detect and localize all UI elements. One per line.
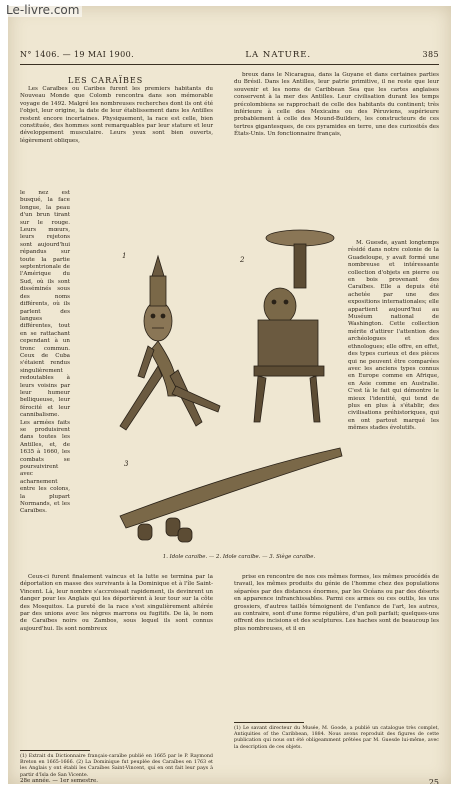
- page-footer: [20, 778, 439, 784]
- left-column-bottom: [20, 574, 213, 633]
- figure-caption: 1. Idole caraïbe. — 2. Idole caraïbe. — 3. Siège caraïbe.: [162, 554, 316, 560]
- journal-title: LA NATURE.: [245, 50, 312, 60]
- footnote-rule-left: [20, 750, 90, 751]
- header-page-number: 385: [422, 50, 439, 59]
- seat-3-drawing: [120, 448, 342, 542]
- article-title: LES CARAÏBES: [68, 76, 144, 85]
- idol-1-drawing: [120, 256, 220, 430]
- watermark: Le-livre.com: [3, 3, 82, 17]
- header-rule: [20, 64, 439, 65]
- document-page: [8, 6, 451, 784]
- left-bottom-paragraph: Ceux-ci furent finalement vaincus et la lutte se termina par la déportation en masse des survivants à la Dominique et à l'île Saint-Vincent. Là, leur nombre s'accroissait rapidement, ils devinrent un danger pour les Anglais qui les déportèrent à leur tour sur la côte des Mosquitos. La pureté de la race s'est singulièrement altérée par des unions avec les nègres marrons ou fugitifs. De là, le nom de Caraïbes noirs ou Zambos, sous lequel ils sont connus aujourd'hui. Ils sont nombreux: [20, 574, 213, 632]
- footer-page-number: 25: [428, 778, 439, 784]
- volume-info: 28e année. — 1er semestre.: [20, 778, 98, 784]
- left-wrap-text: le nez est busqué, la face longue, la peau d'un brun tirant sur le rouge. Leurs mœurs, leurs rejetons sont aujourd'hui répandus sur toute la partie septentrionale de l'Amérique du Sud, où ils sont disséminés sous des noms différents, où ils parlent des langues différentes, tout en se rattachant cependant à un tronc commun. Ceux de Cuba s'étaient rendus singulièrement redoutables à leurs voisins par leur humeur belliqueuse, leur férocité et leur cannibalisme. Les armées faits se produisirent dans toutes les Antilles, et, de 1635 à 1660, les combats se poursuivirent avec acharnement entre les colons, la plupart Normands, et les Caraïbes.: [20, 190, 70, 515]
- issue-info: N° 1406. — 19 MAI 1900.: [20, 50, 135, 59]
- figure-illustration: [108, 216, 344, 568]
- running-header: [20, 50, 439, 62]
- idol-2-drawing: [254, 230, 334, 422]
- figure-label-3: 3: [124, 460, 129, 468]
- figure-label-2: 2: [240, 256, 245, 264]
- right-bottom-paragraph: prise en rencontre de nos ces mêmes formes, les mêmes procédés de travail, les mêmes produits du génie de l'homme chez des populations séparées par des distances énormes, par les Océans ou par des déserts en apparence infranchissables. Parmi ces armes ou ces outils, les uns grossiers, d'autres taillés témoignent de l'enfance de l'art, les autres, au contraire, sont d'une forme régulière, d'un poli parfait; quelques-uns offrent des incisions et des sculptures. Les haches sont de beaucoup les plus nombreuses, et il en: [234, 574, 439, 632]
- right-narrow-column: [348, 240, 439, 433]
- footnote-left: (1) Extrait du Dictionnaire français-caraïbe publié en 1665 par le P. Raymond Breton en 1665-1666. (2) La Dominique fut peuplée des Caraïbes en 1763 et les Anglais y ont établi les Caraïbes Saint-Vincent, qui en ont fait leur pays à partir d'Isla de San Vicente.: [20, 754, 213, 778]
- collection-paragraph: M. Guesde, ayant longtemps résidé dans notre colonie de la Guadeloupe, y avait formé une nombreuse et intéressante collection d'objets en pierre ou en bois provenant des Caraïbes. Elle a depuis été achetée par une des expositions internationales; elle appartient aujourd'hui au Muséum national de Washington. Cette collection mérite d'attirer l'attention des archéologues et des ethnologues; elle offre, en effet, des types curieux et des pièces qui ne peuvent être comparées avec les anciens types connus en Europe comme en Afrique, en Asie comme en Australie. C'est là le fait qui démontre le mieux l'identité, qui tend de plus en plus à s'établir, des civilisations préhistoriques, qui en ont partout marqué les mêmes stades évolutifs.: [348, 240, 439, 432]
- figure-label-1: 1: [122, 252, 127, 260]
- footnote-rule-right: [234, 722, 304, 723]
- artifacts-engraving: [108, 216, 344, 568]
- footnote-right: (1) Le savant directeur du Musée, M. Goode, a publié un catalogue très complet, Antiquities of the Caribbean, 1884. Nous avons reproduit des figures de cette publication qui nous ont été obligeamment prêtées par M. Guesde lui-même, avec la description de ces objets.: [234, 726, 439, 750]
- left-column-intro: [20, 86, 213, 145]
- right-column-top: [234, 72, 439, 139]
- right-column-bottom: [234, 574, 439, 633]
- right-top-paragraph: breux dans le Nicaragua, dans la Guyane et dans certaines parties du Brésil. Dans les Antilles, leur patrie primitive, il ne reste que leur souvenir et les noms de Caribbean Sea que les cartes anglaises conservent à la mer des Antilles. Leur civilisation durant les temps précolombiens se rapprochait de celle des habitants du continent; très inférieure à celle des Mexicains ou des Péruviens, supérieure probablement à celle des Mound-Builders, les constructeurs de ces tertres gigantesques, de ces pyramides en terre, une des curiosités des États-Unis. Un fonctionnaire français,: [234, 72, 439, 138]
- intro-paragraph: Les Caraïbes ou Caribes furent les premiers habitants du Nouveau Monde que Colomb rencontra dans son mémorable voyage de 1492. Malgré les nombreuses recherches dont ils ont été l'objet, leur origine, la date de leur établissement dans les Antilles restent encore incertaines. Physiquement, la race est celle, bien constituée, des hommes sont remarquables par leur stature et leur développement musculaire. Leurs yeux sont bien ouverts, légèrement obliques,: [20, 86, 213, 144]
